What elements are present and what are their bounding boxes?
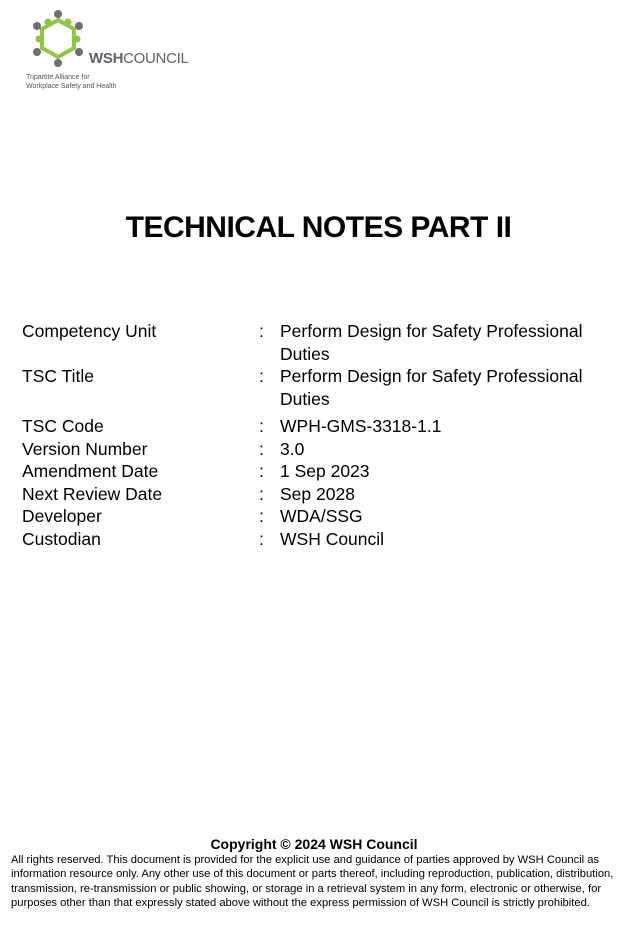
detail-value: WSH Council <box>280 528 385 549</box>
detail-value: Perform Design for Safety Professional Duties <box>280 366 583 409</box>
detail-label: Developer <box>22 506 102 526</box>
detail-label: Version Number <box>22 438 148 459</box>
document-title: TECHNICAL NOTES PART II <box>125 211 512 244</box>
logo-wordmark <box>89 50 189 67</box>
logo-wordmark-bold: WSH <box>89 50 124 67</box>
wsh-council-logo <box>26 8 189 94</box>
detail-value: 1 Sep 2023 <box>280 461 370 481</box>
wsh-council-emblem-icon <box>26 8 90 72</box>
detail-separator: : <box>259 366 264 386</box>
detail-separator: : <box>259 506 264 526</box>
logo-wordmark-light: COUNCIL <box>123 50 189 67</box>
logo-tagline-line1: Tripartite Alliance for <box>26 74 90 81</box>
detail-value: 3.0 <box>280 438 305 459</box>
detail-value: WPH-GMS-3318-1.1 <box>280 416 442 436</box>
copyright-footer <box>11 835 617 910</box>
detail-label: Amendment Date <box>22 461 159 481</box>
detail-label: Competency Unit <box>22 321 157 341</box>
detail-separator: : <box>259 461 264 481</box>
detail-separator: : <box>259 321 264 341</box>
detail-separator: : <box>259 528 264 549</box>
logo-tagline-line2: Workplace Safety and Health <box>26 82 117 90</box>
detail-value: Sep 2028 <box>280 483 355 504</box>
detail-separator: : <box>259 438 264 459</box>
detail-label: Next Review Date <box>22 483 163 504</box>
copyright-notice: All rights reserved. This document is provided for the explicit use and guidance of parties approved by WSH Council as information resource only. Any other use of this document or parts thereof, including reproduction, publication, distribution, transmission, re-transmission or public showing, or storage in a retrieval system in any form, electronic or otherwise, for purposes other than that expressly stated above without the express permission of WSH Council is strictly prohibited. <box>11 854 614 909</box>
detail-separator: : <box>259 483 264 504</box>
detail-label: TSC Code <box>22 416 104 436</box>
detail-value: WDA/SSG <box>280 506 363 526</box>
detail-separator: : <box>259 416 264 436</box>
detail-label: Custodian <box>22 528 101 549</box>
copyright-heading: Copyright © 2024 WSH Council <box>210 836 418 852</box>
detail-label: TSC Title <box>22 366 94 386</box>
detail-value: Perform Design for Safety Professional Duties <box>280 321 583 364</box>
logo-tagline <box>26 74 166 91</box>
